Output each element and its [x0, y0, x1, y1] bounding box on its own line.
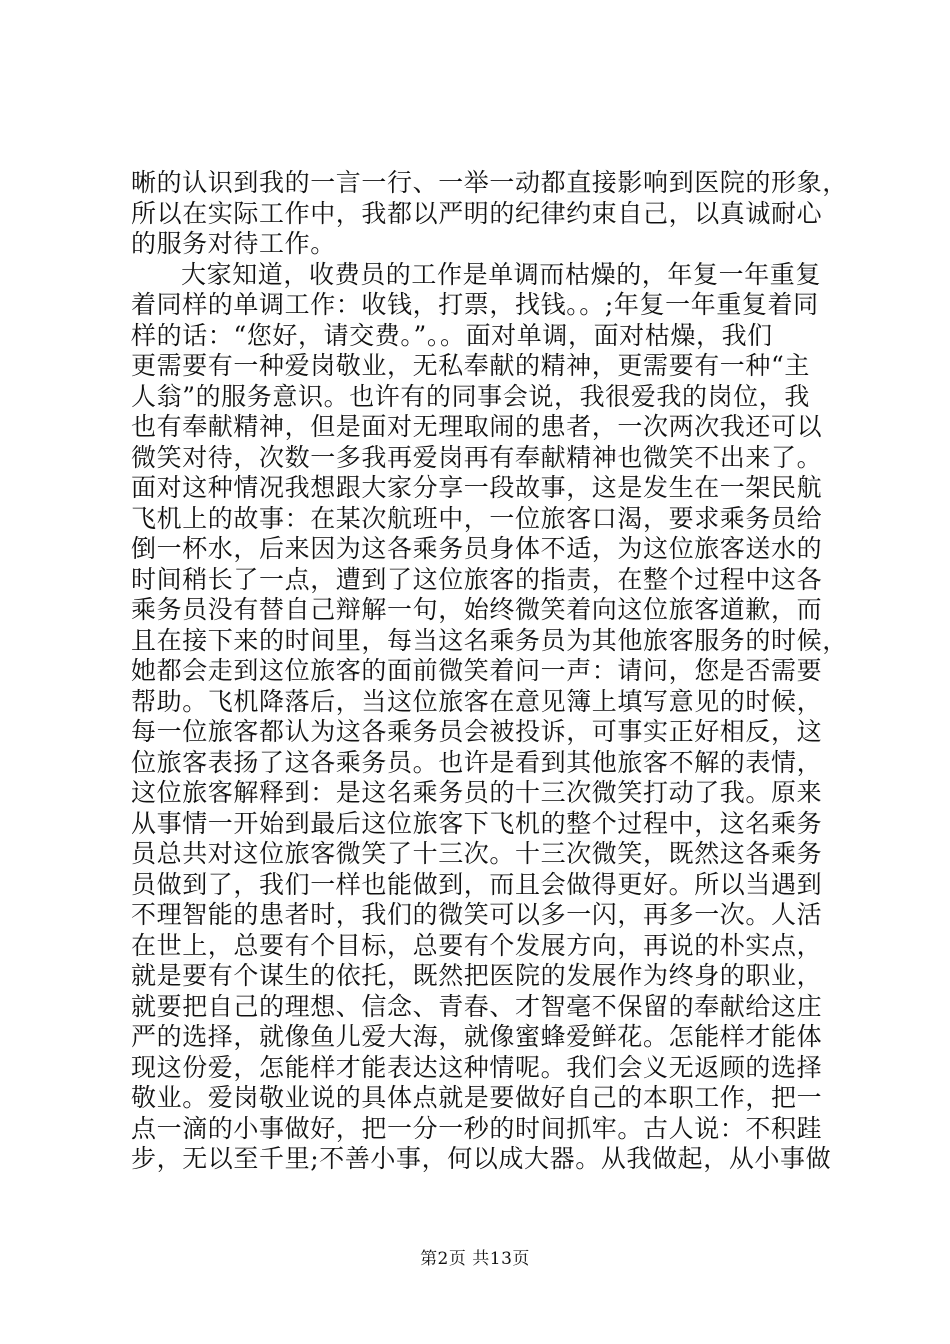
text-line: 从事情一开始到最后这位旅客下飞机的整个过程中，这名乘务: [131, 808, 823, 838]
text-line: 这位旅客解释到：是这名乘务员的十三次微笑打动了我。原来: [131, 778, 823, 807]
text-line: 步，无以至千里;不善小事，何以成大器。从我做起，从小事做: [131, 1144, 832, 1173]
text-line: 所以在实际工作中，我都以严明的纪律约束自己，以真诚耐心: [131, 198, 823, 228]
text-line: 员总共对这位旅客微笑了十三次。十三次微笑，既然这各乘务: [131, 839, 823, 868]
text-line: 着同样的单调工作：收钱，打票，找钱。。;年复一年重复着同: [131, 290, 819, 319]
text-line: 时间稍长了一点，遭到了这位旅客的指责，在整个过程中这各: [131, 564, 823, 594]
text-line: 员做到了，我们一样也能做到，而且会做得更好。所以当遇到: [131, 869, 823, 899]
body-text: [131, 168, 848, 1175]
text-line: 倒一杯水，后来因为这各乘务员身体不适，为这位旅客送水的: [131, 534, 823, 563]
text-line: 人翁”的服务意识。也许有的同事会说，我很爱我的岗位，我: [131, 381, 810, 411]
page-number-footer: 第2页 共13页: [420, 1249, 530, 1269]
text-line: 乘务员没有替自己辩解一句，始终微笑着向这位旅客道歉，而: [131, 595, 823, 624]
paragraph: [131, 259, 848, 1175]
text-line: 她都会走到这位旅客的面前微笑着问一声：请问，您是否需要: [131, 656, 823, 685]
text-line: 也有奉献精神，但是面对无理取闹的患者，一次两次我还可以: [131, 412, 823, 441]
text-line: 在世上，总要有个目标，总要有个发展方向，再说的朴实点，: [131, 930, 823, 960]
text-line: 大家知道，收费员的工作是单调而枯燥的，年复一年重复: [181, 259, 822, 289]
text-line: 就要把自己的理想、信念、青春、才智毫不保留的奉献给这庄: [131, 991, 823, 1021]
text-line: 敬业。爱岗敬业说的具体点就是要做好自己的本职工作，把一: [131, 1083, 823, 1112]
text-line: 更需要有一种爱岗敬业，无私奉献的精神，更需要有一种“主: [131, 351, 810, 380]
text-line: 严的选择，就像鱼儿爱大海，就像蜜蜂爱鲜花。怎能样才能体: [131, 1022, 823, 1051]
text-line: 就是要有个谋生的依托，既然把医院的发展作为终身的职业，: [131, 961, 823, 990]
text-line: 面对这种情况我想跟大家分享一段故事，这是发生在一架民航: [131, 473, 823, 502]
text-line: 的服务对待工作。: [131, 229, 336, 258]
text-line: 帮助。飞机降落后，当这位旅客在意见簿上填写意见的时候，: [131, 686, 823, 716]
text-line: 位旅客表扬了这各乘务员。也许是看到其他旅客不解的表情，: [131, 747, 823, 777]
text-line: 每一位旅客都认为这各乘务员会被投诉，可事实正好相反，这: [131, 717, 823, 746]
text-line: 飞机上的故事：在某次航班中，一位旅客口渴，要求乘务员给: [131, 503, 823, 533]
paragraph: [131, 168, 848, 260]
text-line: 现这份爱，怎能样才能表达这种情呢。我们会义无返顾的选择: [131, 1052, 823, 1082]
text-line: 不理智能的患者时，我们的微笑可以多一闪，再多一次。人活: [131, 900, 823, 929]
text-line: 样的话：“您好，请交费。”。。面对单调，面对枯燥，我们: [131, 320, 773, 350]
text-line: 且在接下来的时间里，每当这名乘务员为其他旅客服务的时候，: [131, 625, 848, 655]
text-line: 微笑对待，次数一多我再爱岗再有奉献精神也微笑不出来了。: [131, 442, 823, 472]
text-line: 点一滴的小事做好，把一分一秒的时间抓牢。古人说：不积跬: [131, 1113, 823, 1143]
text-line: 晰的认识到我的一言一行、一举一动都直接影响到医院的形象，: [131, 168, 848, 197]
